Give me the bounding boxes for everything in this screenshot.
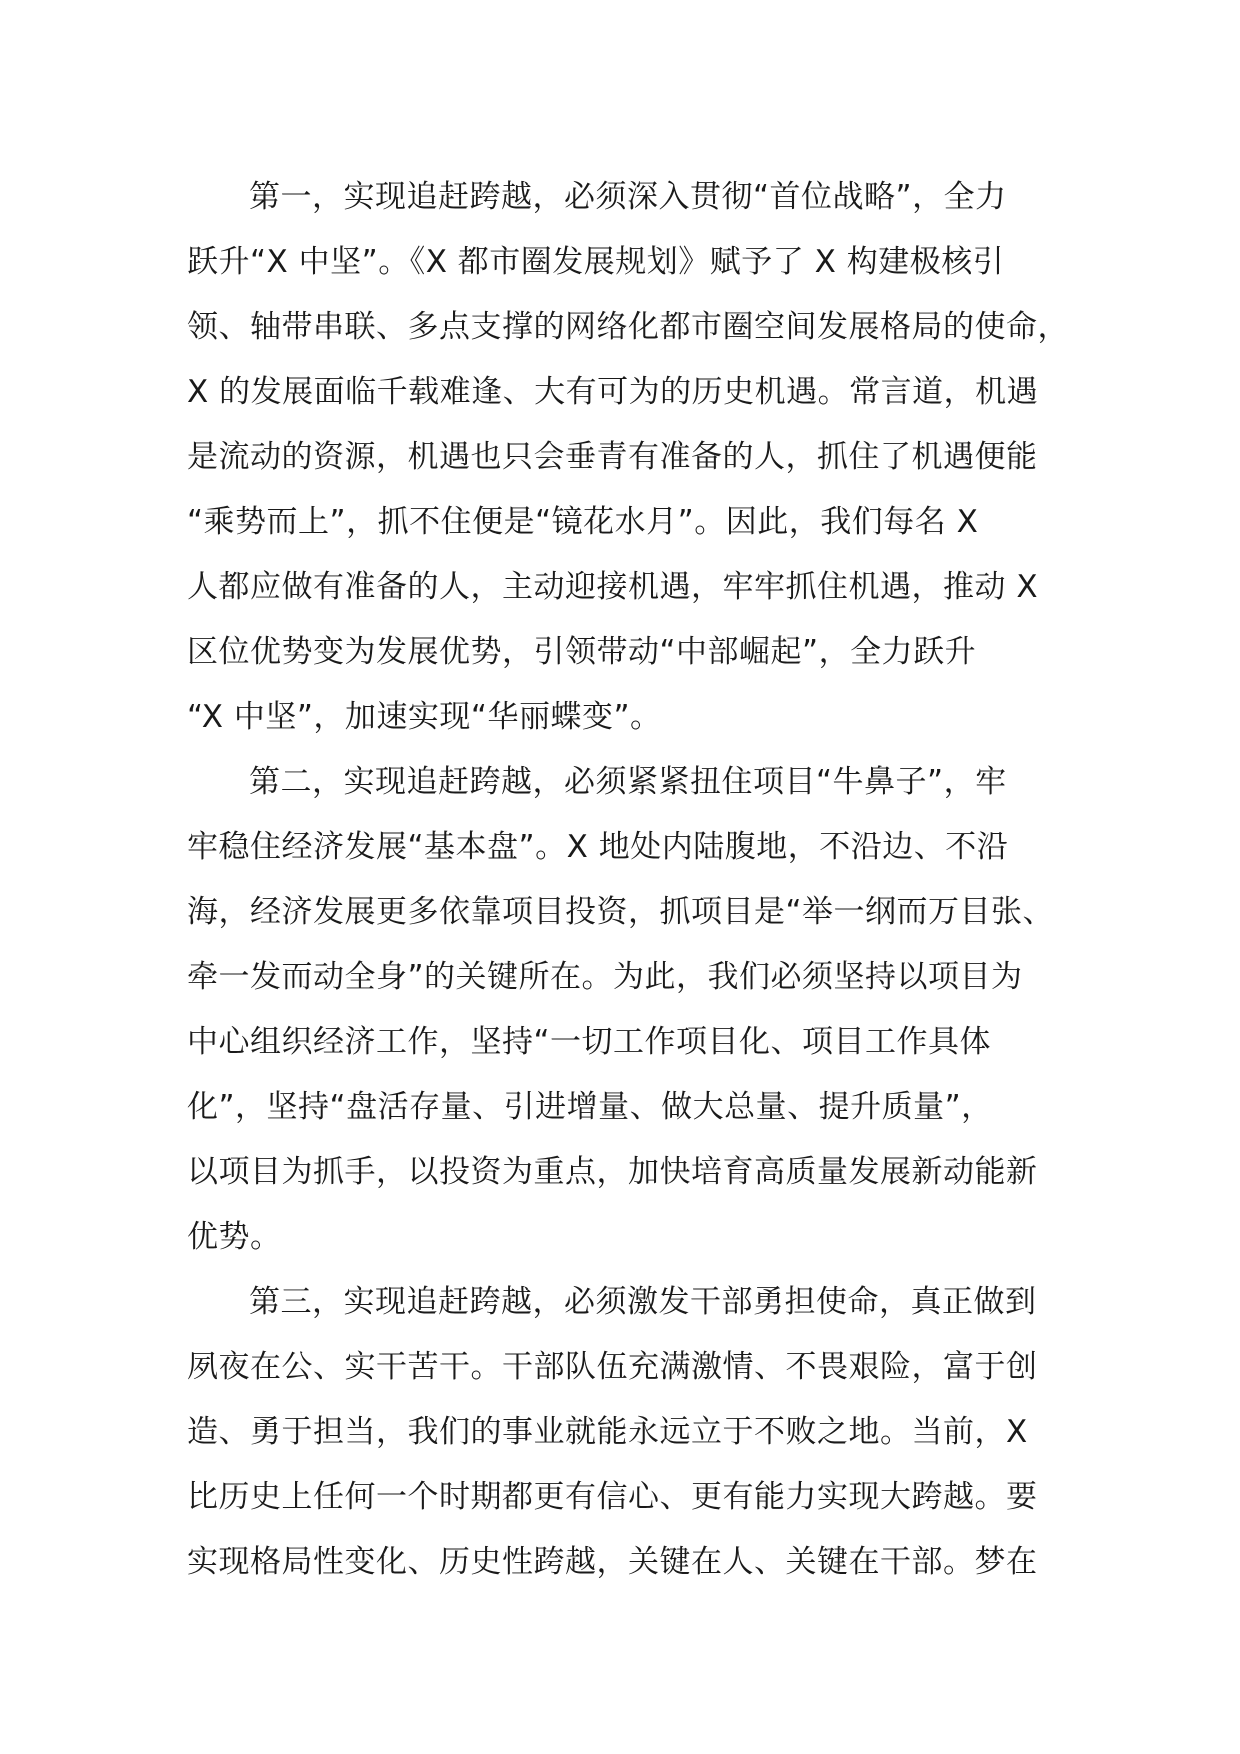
text-line: 是流动的资源，机遇也只会垂青有准备的人，抓住了机遇便能 bbox=[187, 439, 1038, 475]
text-line: 造、勇于担当，我们的事业就能永远立于不败之地。当前，X bbox=[187, 1414, 1028, 1450]
paragraph-2 bbox=[187, 750, 1083, 1270]
text-line: “X 中坚”，加速实现“华丽蝶变”。 bbox=[187, 699, 662, 735]
paragraph-1 bbox=[187, 165, 1083, 750]
text-line: 海，经济发展更多依靠项目投资，抓项目是“举一纲而万目张、 bbox=[187, 894, 1055, 930]
text-line: 实现格局性变化、历史性跨越，关键在人、关键在干部。梦在 bbox=[187, 1544, 1038, 1580]
text-line: X 的发展面临千载难逢、大有可为的历史机遇。常言道，机遇 bbox=[187, 374, 1039, 410]
text-line: “乘势而上”，抓不住便是“镜花水月”。因此，我们每名 X bbox=[187, 504, 979, 540]
text-line: 区位优势变为发展优势，引领带动“中部崛起”，全力跃升 bbox=[187, 634, 977, 670]
document-body bbox=[187, 165, 1083, 1595]
text-line: 第一，实现追赶跨越，必须深入贯彻“首位战略”，全力 bbox=[249, 179, 1007, 215]
text-line: 优势。 bbox=[187, 1219, 282, 1255]
text-line: 第三，实现追赶跨越，必须激发干部勇担使命，真正做到 bbox=[249, 1284, 1037, 1320]
text-line: 跃升“X 中坚”。《X 都市圈发展规划》赋予了 X 构建极核引 bbox=[187, 244, 1005, 280]
paragraph-3 bbox=[187, 1270, 1083, 1595]
text-line: 以项目为抓手，以投资为重点，加快培育高质量发展新动能新 bbox=[187, 1154, 1038, 1190]
text-line: 牵一发而动全身”的关键所在。为此，我们必须坚持以项目为 bbox=[187, 959, 1023, 995]
text-line: 化”，坚持“盘活存量、引进增量、做大总量、提升质量”， bbox=[187, 1089, 993, 1125]
text-line: 第二，实现追赶跨越，必须紧紧扭住项目“牛鼻子”，牢 bbox=[249, 764, 1007, 800]
text-line: 中心组织经济工作，坚持“一切工作项目化、项目工作具体 bbox=[187, 1024, 992, 1060]
text-line: 牢稳住经济发展“基本盘”。X 地处内陆腹地，不沿边、不沿 bbox=[187, 829, 1009, 865]
text-line: 夙夜在公、实干苦干。干部队伍充满激情、不畏艰险，富于创 bbox=[187, 1349, 1038, 1385]
text-line: 人都应做有准备的人，主动迎接机遇，牢牢抓住机遇，推动 X bbox=[187, 569, 1039, 605]
text-line: 领、轴带串联、多点支撑的网络化都市圈空间发展格局的使命， bbox=[187, 309, 1069, 345]
text-line: 比历史上任何一个时期都更有信心、更有能力实现大跨越。要 bbox=[187, 1479, 1038, 1515]
